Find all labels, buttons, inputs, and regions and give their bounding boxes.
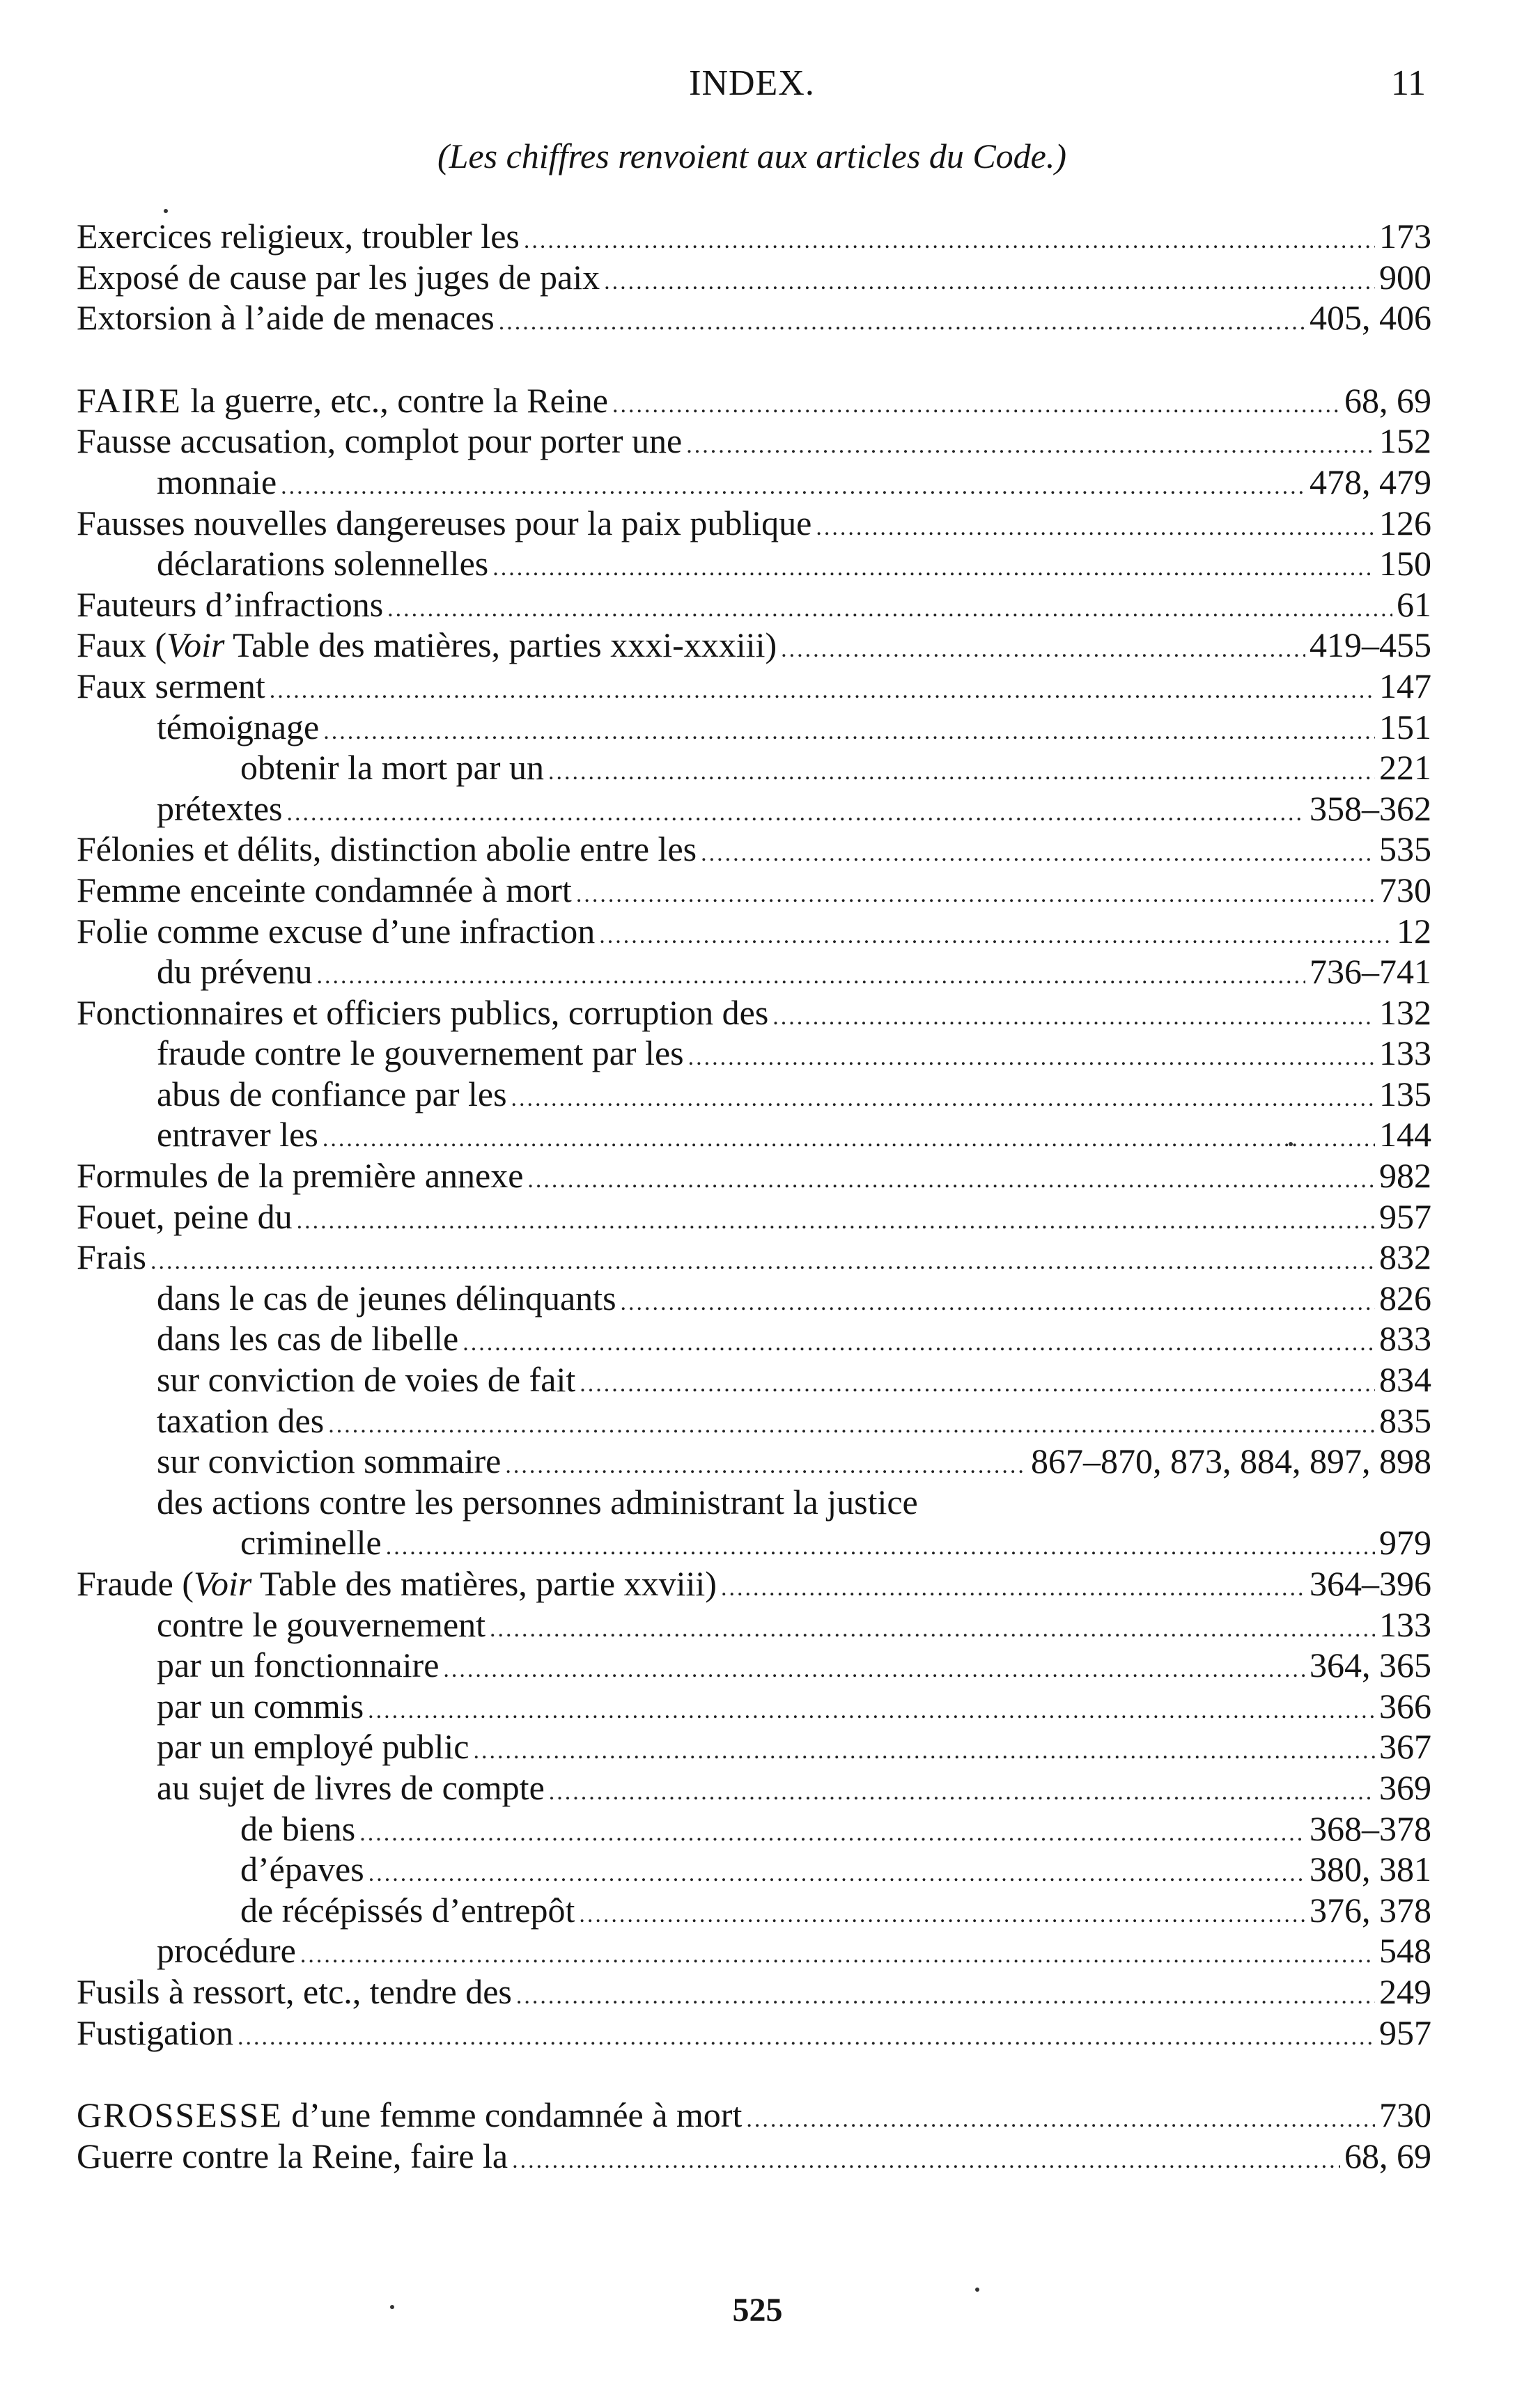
entry-term: Fusils à ressort, etc., tendre des — [77, 1971, 512, 2011]
dot-leader — [512, 2141, 1340, 2182]
dot-leader — [386, 1527, 1375, 1568]
index-subsubentry — [77, 1808, 1431, 1850]
entry-term: par un commis — [157, 1686, 364, 1726]
dot-leader — [270, 671, 1375, 712]
entry-refs: 368–378 — [1310, 1808, 1431, 1848]
index-entry — [77, 421, 1431, 462]
entry-refs: 478, 479 — [1310, 462, 1431, 501]
dot-leader — [612, 385, 1340, 426]
entry-refs: 867–870, 873, 884, 897, 898 — [1031, 1441, 1431, 1481]
index-subentry-multiline — [77, 1482, 1431, 1563]
entry-term: sur conviction de voies de fait — [157, 1360, 576, 1400]
entry-term: Folie comme excuse d’une infraction — [77, 911, 596, 951]
index-subentry — [77, 1441, 1431, 1482]
header-title: INDEX. — [689, 63, 815, 103]
index-subentry — [77, 1604, 1431, 1645]
index-entry — [77, 625, 1431, 666]
index-subentry — [77, 1645, 1431, 1686]
dot-leader — [328, 1405, 1375, 1446]
entry-refs: 535 — [1379, 829, 1431, 869]
index-subsubentry — [77, 1890, 1431, 1931]
index-entry — [77, 666, 1431, 707]
entry-term: taxation des — [157, 1400, 325, 1440]
entry-refs: 834 — [1379, 1360, 1431, 1400]
print-speck — [390, 2305, 394, 2309]
dot-leader — [238, 2017, 1375, 2058]
print-speck — [975, 2288, 979, 2292]
index-entry — [77, 1237, 1431, 1278]
entry-refs: 12 — [1397, 911, 1431, 951]
entry-term: procédure — [157, 1931, 296, 1971]
entry-term: par un employé public — [157, 1727, 469, 1767]
dot-leader — [599, 916, 1392, 957]
entry-term: de récépissés d’entrepôt — [240, 1890, 575, 1930]
entry-refs: 982 — [1379, 1156, 1431, 1196]
index-subentry — [77, 951, 1431, 992]
dot-leader — [781, 630, 1305, 671]
entry-term-prefix: Faux ( — [77, 625, 167, 665]
entry-term: Fauteurs d’infractions — [77, 584, 384, 624]
index-subentry — [77, 1930, 1431, 1971]
index-subentry — [77, 543, 1431, 584]
entry-term: entraver les — [157, 1115, 318, 1155]
entry-term: déclarations solennelles — [157, 544, 489, 584]
entry-continuation — [157, 1522, 1431, 1563]
entry-refs: 132 — [1379, 992, 1431, 1032]
entry-refs: 221 — [1379, 748, 1431, 788]
entry-term: Félonies et délits, distinction abolie entre les — [77, 829, 697, 869]
index-entry — [77, 503, 1431, 544]
index-entry — [77, 380, 1431, 421]
entry-term: par un fonctionnaire — [157, 1645, 440, 1685]
entry-refs: 61 — [1397, 584, 1431, 624]
index-subentry — [77, 1400, 1431, 1441]
index-entry — [77, 1563, 1431, 1604]
dot-leader — [772, 997, 1375, 1038]
dot-leader — [499, 302, 1305, 343]
entry-term-text: Table des matières, partie xxviii) — [259, 1564, 717, 1603]
index-subsubentry — [77, 1849, 1431, 1890]
voir-reference: Voir — [194, 1564, 252, 1603]
entry-term — [77, 625, 777, 666]
entry-refs: 364–396 — [1310, 1564, 1431, 1603]
entry-refs: 364, 365 — [1310, 1645, 1431, 1685]
entry-term-text: Table des matières, parties xxxi-xxxiii) — [233, 625, 777, 665]
index-section-e — [77, 216, 1431, 338]
index-entry — [77, 1971, 1431, 2012]
dot-leader — [368, 1854, 1305, 1895]
dot-leader — [549, 1772, 1375, 1813]
dot-leader — [511, 1079, 1375, 1120]
entry-refs: 832 — [1379, 1237, 1431, 1277]
dot-leader — [701, 834, 1375, 875]
entry-term: contre le gouvernement — [157, 1604, 486, 1644]
entry-term: Femme enceinte condamnée à mort — [77, 870, 572, 909]
dot-leader — [463, 1323, 1375, 1364]
entry-term: sur conviction sommaire — [157, 1441, 502, 1481]
entry-term: Fouet, peine du — [77, 1196, 293, 1236]
entry-refs: 133 — [1379, 1604, 1431, 1644]
running-header — [78, 63, 1426, 111]
entry-term: Exercices religieux, troubler les — [77, 217, 520, 256]
index-subentry — [77, 1318, 1431, 1359]
entry-term: Guerre contre la Reine, faire la — [77, 2136, 508, 2175]
entry-refs: 152 — [1379, 421, 1431, 461]
dot-leader — [317, 956, 1305, 997]
entry-refs: 957 — [1379, 2012, 1431, 2052]
index-entry — [77, 911, 1431, 952]
entry-term: témoignage — [157, 707, 320, 746]
entry-term: dans les cas de libelle — [157, 1319, 459, 1359]
entry-refs: 833 — [1379, 1319, 1431, 1359]
index-entry — [77, 992, 1431, 1033]
dot-leader — [746, 2100, 1375, 2141]
entry-term: Extorsion à l’aide de menaces — [77, 298, 495, 338]
entry-term — [77, 1563, 717, 1604]
entry-refs: 173 — [1379, 217, 1431, 256]
dot-leader — [527, 1160, 1375, 1201]
dot-leader — [579, 1895, 1305, 1936]
index-subentry — [77, 1359, 1431, 1400]
entry-refs: 126 — [1379, 503, 1431, 542]
entry-term: Formules de la première annexe — [77, 1156, 524, 1196]
entry-refs: 144 — [1379, 1115, 1431, 1155]
index-subentry — [77, 1033, 1431, 1074]
index-entry — [77, 2095, 1431, 2136]
index-entry — [77, 297, 1431, 338]
entry-term: monnaie — [157, 462, 277, 501]
dot-leader — [297, 1201, 1375, 1242]
dot-leader — [548, 752, 1375, 793]
entry-term: Fausses nouvelles dangereuses pour la paix publique — [77, 503, 812, 542]
entry-term — [77, 380, 608, 421]
index-entry — [77, 257, 1431, 298]
dot-leader — [621, 1283, 1375, 1324]
entry-refs: 151 — [1379, 707, 1431, 746]
entry-term — [77, 2095, 742, 2136]
index-subentry — [77, 707, 1431, 748]
entry-refs: 133 — [1379, 1033, 1431, 1073]
entry-term: Fausse accusation, complot pour porter une — [77, 421, 683, 461]
index-subsubentry — [77, 747, 1431, 788]
index-subentry — [77, 1726, 1431, 1767]
entry-term: de biens — [240, 1808, 356, 1848]
dot-leader — [492, 548, 1375, 589]
entry-term: au sujet de livres de compte — [157, 1767, 545, 1807]
entry-term-text: la guerre, etc., contre la Reine — [190, 380, 608, 420]
index-subentry — [77, 1114, 1431, 1155]
print-speck — [1289, 1142, 1293, 1146]
entry-refs: 957 — [1379, 1196, 1431, 1236]
dot-leader — [359, 1813, 1305, 1854]
index-note: (Les chiffres renvoient aux articles du Code.) — [437, 136, 1067, 175]
index-entry — [77, 2012, 1431, 2054]
entry-term-text: d’une femme condamnée à mort — [291, 2095, 743, 2135]
dot-leader — [387, 589, 1392, 630]
index-entry — [77, 584, 1431, 625]
dot-leader — [150, 1242, 1375, 1283]
index-entry — [77, 829, 1431, 870]
dot-leader — [516, 1976, 1375, 2017]
entry-refs: 730 — [1379, 870, 1431, 909]
entry-refs: 736–741 — [1310, 952, 1431, 992]
entry-refs: 366 — [1379, 1686, 1431, 1726]
entry-term: prétextes — [157, 788, 283, 828]
dot-leader — [505, 1446, 1027, 1487]
dot-leader — [490, 1609, 1375, 1650]
dot-leader — [286, 793, 1305, 834]
index-subentry — [77, 1767, 1431, 1808]
entry-term: obtenir la mort par un — [240, 748, 544, 788]
entry-term: Frais — [77, 1237, 146, 1277]
index-subentry — [77, 1686, 1431, 1727]
entry-term: du prévenu — [157, 952, 313, 992]
entry-refs: 730 — [1379, 2095, 1431, 2135]
entry-refs: 419–455 — [1310, 625, 1431, 665]
entry-term: Faux serment — [77, 666, 265, 705]
entry-term: Fonctionnaires et officiers publics, corruption des — [77, 992, 769, 1032]
index-entry — [77, 1196, 1431, 1237]
entry-term: d’épaves — [240, 1850, 364, 1889]
entry-refs: 826 — [1379, 1278, 1431, 1318]
entry-refs: 68, 69 — [1344, 380, 1431, 420]
entry-term: abus de confiance par les — [157, 1074, 507, 1113]
index-subentry — [77, 1278, 1431, 1319]
dot-leader — [524, 221, 1375, 262]
index-entry — [77, 870, 1431, 911]
index-entry — [77, 2136, 1431, 2177]
dot-leader — [443, 1650, 1305, 1691]
index-section-g — [77, 2095, 1431, 2176]
dot-leader — [580, 1364, 1375, 1405]
dot-leader — [474, 1731, 1376, 1772]
entry-refs: 548 — [1379, 1931, 1431, 1971]
entry-refs: 358–362 — [1310, 788, 1431, 828]
voir-reference: Voir — [166, 625, 225, 665]
entry-refs: 900 — [1379, 257, 1431, 297]
dot-leader — [576, 875, 1375, 916]
entry-term: Fustigation — [77, 2012, 234, 2052]
dot-leader — [604, 262, 1375, 303]
dot-leader — [323, 712, 1375, 753]
entry-term-prefix: Fraude ( — [77, 1564, 194, 1603]
index-sections — [77, 216, 1431, 2176]
entry-refs: 249 — [1379, 1971, 1431, 2011]
index-subentry — [77, 462, 1431, 503]
entry-term: fraude contre le gouvernement par les — [157, 1033, 684, 1073]
dot-leader — [368, 1691, 1375, 1732]
header-page-number: 11 — [1390, 63, 1426, 103]
dot-leader — [721, 1568, 1305, 1609]
dot-leader — [686, 425, 1375, 467]
entry-refs: 147 — [1379, 666, 1431, 705]
entry-refs: 376, 378 — [1310, 1890, 1431, 1930]
entry-refs: 135 — [1379, 1074, 1431, 1113]
section-lead-word: FAIRE — [77, 380, 182, 420]
index-subentry — [77, 1074, 1431, 1115]
print-speck — [164, 209, 168, 213]
entry-refs: 150 — [1379, 544, 1431, 584]
entry-refs: 405, 406 — [1310, 298, 1431, 338]
entry-refs: 68, 69 — [1344, 2136, 1431, 2175]
entry-refs: 367 — [1379, 1727, 1431, 1767]
entry-refs: 979 — [1379, 1523, 1431, 1563]
dot-leader — [688, 1038, 1375, 1079]
index-section-f — [77, 380, 1431, 2053]
footer-page-number: 525 — [732, 2292, 783, 2329]
entry-term: criminelle — [240, 1523, 382, 1563]
dot-leader — [300, 1935, 1375, 1976]
dot-leader — [281, 467, 1305, 508]
entry-term: dans le cas de jeunes délinquants — [157, 1278, 616, 1318]
entry-refs: 835 — [1379, 1400, 1431, 1440]
section-lead-word: GROSSESSE — [77, 2095, 283, 2135]
dot-leader — [323, 1119, 1375, 1160]
index-subentry — [77, 788, 1431, 829]
entry-term-line: des actions contre les personnes administrant la justice — [157, 1482, 918, 1522]
index-entry — [77, 1155, 1431, 1196]
index-entry — [77, 216, 1431, 257]
entry-term: Exposé de cause par les juges de paix — [77, 257, 600, 297]
entry-refs: 380, 381 — [1310, 1850, 1431, 1889]
dot-leader — [816, 508, 1375, 549]
entry-refs: 369 — [1379, 1767, 1431, 1807]
